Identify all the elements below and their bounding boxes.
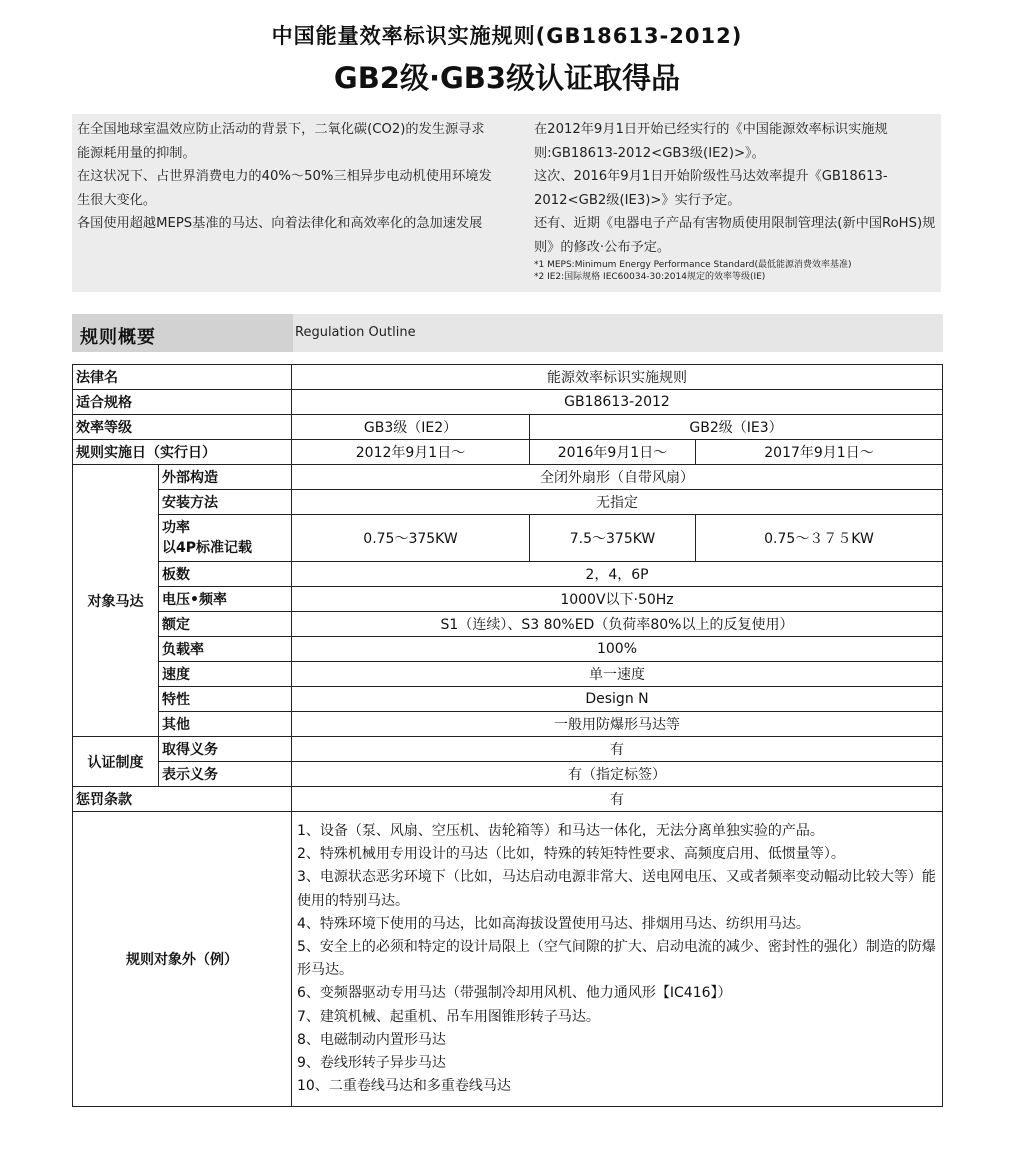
- cell-value: 有: [292, 737, 943, 762]
- row-label: 法律名: [73, 365, 292, 390]
- cell-value: 1000V以下·50Hz: [292, 587, 943, 612]
- row-label: 效率等级: [73, 415, 292, 440]
- cell-value: 7.5～375KW: [530, 515, 696, 562]
- cell-value: 全闭外扇形（自带风扇）: [292, 465, 943, 490]
- outline-heading: 规则概要: [80, 327, 156, 348]
- cell-value: 单一速度: [292, 662, 943, 687]
- table-row: [73, 812, 943, 1107]
- table-row: [73, 587, 943, 612]
- intro-panel: [72, 114, 941, 292]
- cell-value: 能源效率标识实施规则: [292, 365, 943, 390]
- table-row: [73, 390, 943, 415]
- row-label: 规则实施日（实行日）: [73, 440, 292, 465]
- row-label: 板数: [159, 562, 292, 587]
- cell-value: 100%: [292, 637, 943, 662]
- regulation-table: [72, 364, 943, 1107]
- table-row: [73, 662, 943, 687]
- table-row: [73, 737, 943, 762]
- intro-paragraph: 在2012年9月1日开始已经实行的《中国能源效率标识实施规则:GB18613-2012<GB3级(IE2)>》。: [534, 122, 888, 161]
- table-row: [73, 365, 943, 390]
- row-label-line: 功率: [162, 520, 190, 536]
- table-row: [73, 687, 943, 712]
- row-label: 特性: [159, 687, 292, 712]
- cell-value: Design N: [292, 687, 943, 712]
- row-label: 电压•频率: [159, 587, 292, 612]
- intro-paragraph: 各国使用超越MEPS基准的马达、向着法律化和高效率化的急加速发展: [77, 216, 483, 231]
- table-row: [73, 465, 943, 490]
- list-item: 6、变频器驱动专用马达（带强制冷却用风机、他力通风形【IC416】）: [297, 985, 732, 1002]
- cell-value: 2016年9月1日～: [530, 440, 696, 465]
- table-row: [73, 762, 943, 787]
- row-label: 外部构造: [159, 465, 292, 490]
- group-label: 规则对象外（例）: [73, 812, 292, 1107]
- group-label: 认证制度: [73, 737, 159, 787]
- list-item: 1、设备（泵、风扇、空压机、齿轮箱等）和马达一体化，无法分离单独实验的产品。: [297, 823, 824, 839]
- list-item: 7、建筑机械、起重机、吊车用图锥形转子马达。: [297, 1008, 600, 1025]
- row-label-line: 以4P标准记载: [162, 540, 253, 556]
- table-row: [73, 637, 943, 662]
- table-row: [73, 787, 943, 812]
- intro-left-column: [77, 118, 497, 236]
- intro-right-column: [534, 118, 936, 283]
- cell-value: S1（连续）、S3 80%ED（负荷率80%以上的反复使用）: [292, 612, 943, 637]
- cell-value: 有（指定标签）: [292, 762, 943, 787]
- intro-paragraph: 还有、近期《电器电子产品有害物质使用限制管理法(新中国RoHS)规则》的修改·公布予定。: [534, 216, 936, 255]
- intro-paragraph: 这次、2016年9月1日开始阶级性马达效率提升《GB18613-2012<GB2级(IE3)>》实行予定。: [534, 169, 888, 208]
- document-title: 中国能量效率标识实施规则(GB18613-2012): [271, 24, 743, 48]
- cell-value: GB2级（IE3）: [530, 415, 943, 440]
- table-row: [73, 562, 943, 587]
- table-row: [73, 612, 943, 637]
- table-row: [73, 440, 943, 465]
- outline-english: Regulation Outline: [293, 314, 943, 352]
- list-item: 8、电磁制动内置形马达: [297, 1031, 446, 1048]
- table-row: [73, 415, 943, 440]
- footnote: *1 MEPS:Minimum Energy Performance Standard(最低能源消费效率基准): [534, 260, 852, 270]
- row-label: 速度: [159, 662, 292, 687]
- list-item: 9、卷线形转子异步马达: [297, 1055, 446, 1072]
- cell-value: 0.75～375KW: [292, 515, 530, 562]
- cell-value: GB3级（IE2）: [292, 415, 530, 440]
- intro-paragraph: 在全国地球室温效应防止活动的背景下，二氧化碳(CO2)的发生源寻求能源耗用量的抑制。: [77, 122, 485, 161]
- exclusion-list: [292, 812, 943, 1107]
- cell-value: 有: [292, 787, 943, 812]
- list-item: 2、特殊机械用专用设计的马达（比如，特殊的转矩特性要求、高频度启用、低惯量等）。: [297, 846, 845, 863]
- cell-value: 无指定: [292, 490, 943, 515]
- row-label: 负载率: [159, 637, 292, 662]
- cell-value: 2，4，6P: [292, 562, 943, 587]
- row-label: 其他: [159, 712, 292, 737]
- row-label: 适合规格: [73, 390, 292, 415]
- cell-value: 0.75～３７５KW: [696, 515, 943, 562]
- row-label: 额定: [159, 612, 292, 637]
- list-item: 4、特殊环境下使用的马达，比如高海拔设置使用马达、排烟用马达、纺织用马达。: [297, 915, 810, 932]
- cell-value: 2012年9月1日～: [292, 440, 530, 465]
- list-item: 10、二重卷线马达和多重卷线马达: [297, 1078, 511, 1095]
- row-label: 取得义务: [159, 737, 292, 762]
- row-label: 惩罚条款: [73, 787, 292, 812]
- row-label: 表示义务: [159, 762, 292, 787]
- cell-value: GB18613-2012: [292, 390, 943, 415]
- group-label: 对象马达: [73, 465, 159, 737]
- table-row: [73, 515, 943, 562]
- intro-paragraph: 在这状况下、占世界消费电力的40%～50%三相异步电动机使用环境发生很大变化。: [77, 169, 492, 208]
- table-row: [73, 490, 943, 515]
- row-label: [159, 515, 292, 562]
- list-item: 3、电源状态恶劣环境下（比如，马达启动电源非常大、送电网电压、又或者频率变动幅动比较大等）能使用的特别马达。: [297, 869, 936, 909]
- cell-value: 2017年9月1日～: [696, 440, 943, 465]
- footnote: *2 IE2:国际规格 IEC60034-30:2014规定的效率等级(IE): [534, 272, 766, 282]
- list-item: 5、安全上的必须和特定的设计局限上（空气间隙的扩大、启动电流的减少、密封性的强化）制造的防爆形马达。: [297, 939, 936, 979]
- outline-header: [72, 314, 941, 352]
- cell-value: 一般用防爆形马达等: [292, 712, 943, 737]
- document-subtitle: GB2级·GB3级认证取得品: [333, 61, 681, 95]
- row-label: 安装方法: [159, 490, 292, 515]
- table-row: [73, 712, 943, 737]
